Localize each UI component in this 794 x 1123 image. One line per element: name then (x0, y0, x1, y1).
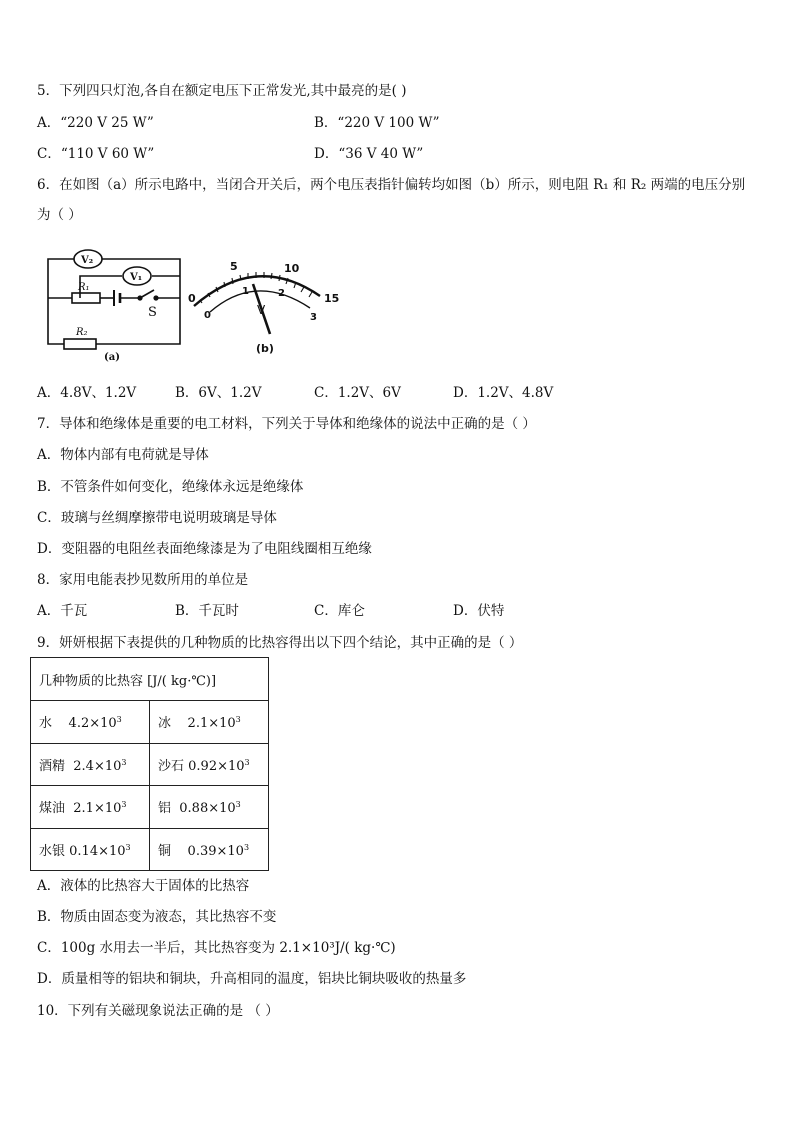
dial-ticks (200, 272, 312, 303)
specific-heat-value: 4.2×10 (68, 716, 117, 732)
substance-name: 铜 (158, 843, 172, 859)
exponent: 3 (235, 715, 241, 725)
table-cell (31, 786, 150, 829)
table-cell (31, 828, 150, 871)
q10-stem: 10．下列有关磁现象说法正确的是 （ ） (37, 1003, 279, 1019)
substance-name: 水银 (39, 843, 66, 859)
q5-option-c: C．“110 V 60 W” (37, 146, 155, 162)
q6-option-d: D．1.2V、4.8V (453, 385, 554, 401)
substance-name: 煤油 (39, 801, 66, 817)
table-cell (150, 701, 269, 744)
scale-inner-0: 0 (204, 310, 211, 321)
substance-name: 酒精 (39, 758, 66, 774)
q7-option-c: C．玻璃与丝绸摩擦带电说明玻璃是导体 (37, 510, 277, 526)
q5-option-d: D．“36 V 40 W” (314, 146, 424, 162)
scale-inner-1: 1 (242, 286, 249, 297)
exponent: 3 (121, 800, 127, 810)
table-cell (150, 828, 269, 871)
specific-heat-value: 0.39×10 (187, 843, 244, 859)
specific-heat-value: 0.14×10 (69, 843, 126, 859)
table-cell (150, 786, 269, 829)
substance-name: 沙石 (158, 758, 185, 774)
exponent: 3 (125, 842, 131, 852)
exponent: 3 (235, 800, 241, 810)
q6-option-b: B．6V、1.2V (175, 385, 262, 401)
q6-option-a: A．4.8V、1.2V (37, 385, 137, 401)
table-row (31, 786, 269, 829)
q9-option-a: A．液体的比热容大于固体的比热容 (37, 878, 250, 894)
table-row (31, 828, 269, 871)
q7-option-a: A．物体内部有电荷就是导体 (37, 447, 209, 463)
exponent: 3 (121, 757, 127, 767)
circuit-a-labels (75, 255, 157, 363)
table-cell (31, 743, 150, 786)
q8-stem: 8．家用电能表抄见数所用的单位是 (37, 572, 249, 588)
q8-option-b: B．千瓦时 (175, 603, 239, 619)
q8-option-d: D．伏特 (453, 603, 505, 619)
specific-heat-value: 0.88×10 (179, 801, 236, 817)
scale-outer-0: 0 (188, 292, 196, 305)
table-row (31, 701, 269, 744)
q6-stem-line1: 6．在如图（a）所示电路中，当闭合开关后，两个电压表指针偏转均如图（b）所示，则电阻 R₁ 和 R₂ 两端的电压分别 (37, 177, 746, 193)
q5-option-a: A．“220 V 25 W” (37, 115, 154, 131)
scale-inner-3: 3 (310, 312, 317, 323)
scale-outer-5: 5 (230, 260, 238, 273)
specific-heat-value: 2.1×10 (73, 801, 122, 817)
scale-inner-2: 2 (278, 288, 285, 299)
q9-option-d: D．质量相等的铝块和铜块，升高相同的温度，铝块比铜块吸收的热量多 (37, 971, 467, 987)
q7-option-d: D．变阻器的电阻丝表面绝缘漆是为了电阻线圈相互绝缘 (37, 541, 372, 557)
q6-option-c: C．1.2V、6V (314, 385, 401, 401)
substance-name: 水 (39, 716, 53, 732)
exponent: 3 (116, 715, 122, 725)
q8-option-a: A．千瓦 (37, 603, 88, 619)
q6-circuit-figure (44, 246, 354, 364)
exponent: 3 (244, 757, 250, 767)
q9-option-c: C．100g 水用去一半后，其比热容变为 2.1×10³J/( kg·℃) (37, 940, 396, 956)
table-header-row (31, 658, 269, 701)
scale-outer-15: 15 (324, 292, 340, 305)
specific-heat-value: 0.92×10 (188, 758, 245, 774)
q7-stem: 7．导体和绝缘体是重要的电工材料，下列关于导体和绝缘体的说法中正确的是（ ） (37, 416, 536, 432)
table-header: 几种物质的比热容 [J/( kg·℃)] (31, 658, 269, 701)
circuit-a (48, 250, 180, 349)
switch-label: S (148, 305, 157, 320)
fig-b-caption: (b) (256, 342, 274, 355)
r2-label: R₂ (76, 327, 88, 338)
v1-label: V₁ (130, 272, 143, 283)
substance-name: 铝 (158, 801, 172, 817)
q6-stem-line2: 为（ ） (37, 207, 82, 223)
q5-option-b: B．“220 V 100 W” (314, 115, 440, 131)
v2-label: V₂ (81, 255, 94, 266)
r1-label: R₁ (78, 282, 90, 293)
dial-v-label: V (257, 303, 266, 317)
table-cell (150, 743, 269, 786)
q9-option-b: B．物质由固态变为液态，其比热容不变 (37, 909, 277, 925)
fig-a-caption: (a) (104, 352, 120, 363)
table-row (31, 743, 269, 786)
exponent: 3 (243, 842, 250, 852)
scale-outer-10: 10 (284, 262, 300, 275)
q9-stem: 9．妍妍根据下表提供的几种物质的比热容得出以下四个结论，其中正确的是（ ） (37, 635, 523, 651)
q7-option-b: B．不管条件如何变化，绝缘体永远是绝缘体 (37, 479, 304, 495)
specific-heat-value: 2.1×10 (187, 716, 236, 732)
substance-name: 冰 (158, 716, 172, 732)
table-cell (31, 701, 150, 744)
specific-heat-value: 2.4×10 (73, 758, 122, 774)
q5-stem: 5．下列四只灯泡,各自在额定电压下正常发光,其中最亮的是( ) (37, 83, 407, 99)
specific-heat-table (30, 657, 269, 871)
q8-option-c: C．库仑 (314, 603, 365, 619)
